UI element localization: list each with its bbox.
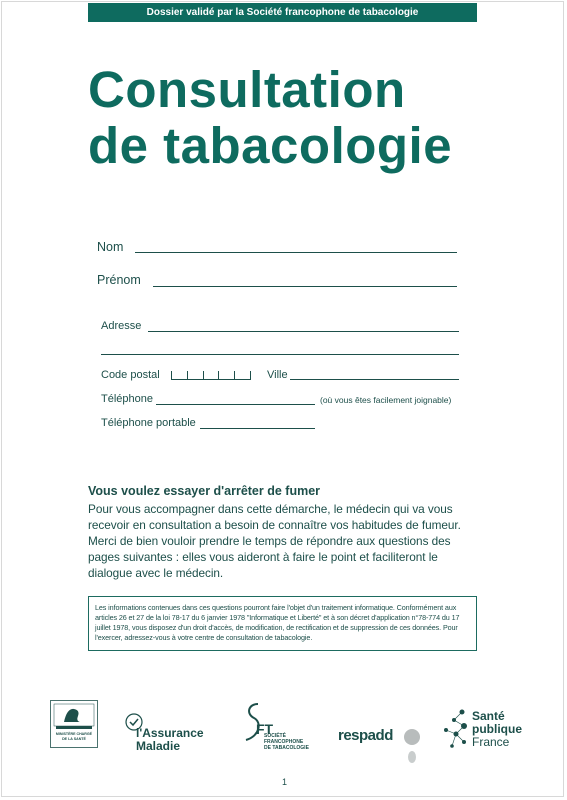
nom-label: Nom — [97, 240, 124, 254]
page-number: 1 — [282, 777, 288, 787]
sft-text — [264, 734, 309, 751]
section-heading: Vous voulez essayer d'arrêter de fumer — [88, 484, 321, 498]
code-postal-box[interactable] — [171, 371, 187, 380]
respadd-logo — [338, 725, 424, 765]
intro-paragraph: Pour vous accompagner dans cette démarche, le médecin qui va vous recevoir en consultation a besoin de connaître vos habitudes de fumeur. Merci de bien vouloir prendre le temps de répondre aux questions des pages suivantes : elles vous aideront à faire le point et faciliteront le dialogue avec le médecin. — [88, 502, 461, 580]
code-postal-label: Code postal — [101, 369, 160, 381]
ville-label: Ville — [267, 369, 288, 381]
page-title — [88, 62, 528, 174]
prenom-field[interactable] — [153, 286, 457, 287]
nom-field[interactable] — [135, 252, 457, 253]
telephone-label: Téléphone — [101, 393, 153, 405]
network-dots-icon — [442, 708, 470, 752]
title-line-2: de tabacologie — [88, 117, 453, 174]
ministere-text: MINISTÈRE CHARGÉ DE LA SANTÉ — [55, 732, 93, 741]
privacy-notice: Les informations contenues dans ces questions pourront faire l'objet d'un traitement informatique. Conformément aux articles 26 et 27 de la loi 78-17 du 6 janvier 1978 "Informatique et Liberté" et à son décret d'application n°78-774 du 17 juillet 1978, vous disposez d'un droit d'accès, de modification, de rectification et de suppression de ces données. Pour l'exercer, adressez-vous à votre centre de consultation de tabacologie. — [88, 596, 477, 651]
sante-line-3: France — [472, 735, 510, 749]
respadd-text: respadd — [338, 727, 393, 744]
telephone-portable-field[interactable] — [200, 428, 315, 429]
sft-line-2: FRANCOPHONE — [264, 738, 304, 745]
code-postal-field[interactable] — [171, 371, 251, 380]
sft-line-1: SOCIÉTÉ — [264, 733, 286, 739]
sft-logo — [240, 700, 315, 755]
assurance-line-1: l'Assurance — [136, 726, 204, 740]
svg-text:FT: FT — [256, 721, 274, 737]
sante-publique-text — [472, 710, 522, 749]
code-postal-box[interactable] — [234, 371, 251, 380]
assurance-line-2: Maladie — [136, 739, 181, 753]
assurance-maladie-logo — [124, 712, 219, 754]
code-postal-box[interactable] — [203, 371, 219, 380]
code-postal-box[interactable] — [187, 371, 203, 380]
sante-publique-logo — [442, 708, 522, 752]
adresse-field-line-2[interactable] — [101, 354, 459, 355]
validation-banner: Dossier validé par la Société francophone de tabacologie — [88, 3, 477, 22]
respadd-icon — [402, 725, 422, 765]
telephone-field[interactable] — [156, 404, 315, 405]
adresse-label: Adresse — [101, 320, 142, 332]
ministere-logo — [50, 700, 98, 748]
telephone-portable-label: Téléphone portable — [101, 417, 196, 429]
adresse-field-line-1[interactable] — [148, 331, 459, 332]
sante-line-2: publique — [472, 722, 522, 736]
title-line-1: Consultation — [88, 61, 406, 118]
telephone-note: (où vous êtes facilement joignable) — [320, 395, 452, 405]
ville-field[interactable] — [290, 379, 459, 380]
sante-line-1: Santé — [472, 709, 505, 723]
sft-line-3: DE TABACOLOGIE — [264, 744, 309, 751]
prenom-label: Prénom — [97, 273, 141, 287]
code-postal-box[interactable] — [218, 371, 234, 380]
